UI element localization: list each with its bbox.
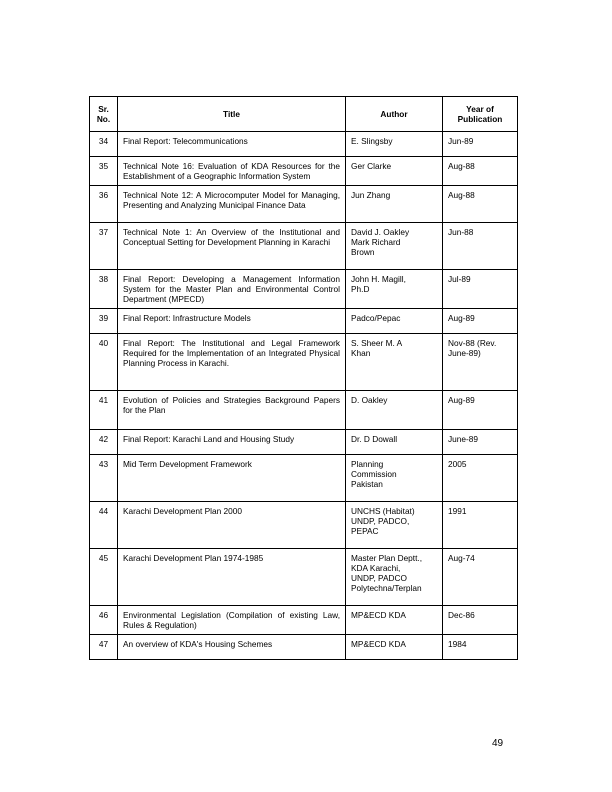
cell-serial-no: 45 — [90, 549, 118, 606]
table-row — [90, 334, 518, 391]
cell-title: Technical Note 1: An Overview of the Institutional and Conceptual Setting for Development Planning in Karachi — [118, 223, 346, 270]
cell-serial-no: 38 — [90, 270, 118, 309]
cell-serial-no: 44 — [90, 502, 118, 549]
table-row — [90, 502, 518, 549]
table-row — [90, 270, 518, 309]
cell-year: Aug-74 — [443, 549, 518, 606]
header-serial-no: Sr. No. — [90, 97, 118, 132]
cell-serial-no: 41 — [90, 391, 118, 430]
cell-year: Nov-88 (Rev. June-89) — [443, 334, 518, 391]
header-author: Author — [346, 97, 443, 132]
cell-title: Technical Note 12: A Microcomputer Model for Managing, Presenting and Analyzing Municipal Finance Data — [118, 186, 346, 223]
table-row — [90, 223, 518, 270]
table-row — [90, 635, 518, 660]
cell-serial-no: 36 — [90, 186, 118, 223]
table-row — [90, 309, 518, 334]
cell-serial-no: 35 — [90, 157, 118, 186]
cell-year: Jun-88 — [443, 223, 518, 270]
cell-title: Mid Term Development Framework — [118, 455, 346, 502]
cell-author: D. Oakley — [346, 391, 443, 430]
header-year-of-publication: Year of Publication — [443, 97, 518, 132]
publications-table — [89, 96, 518, 660]
table-row — [90, 186, 518, 223]
cell-serial-no: 42 — [90, 430, 118, 455]
table-row — [90, 157, 518, 186]
cell-title: Technical Note 16: Evaluation of KDA Resources for the Establishment of a Geographic Information System — [118, 157, 346, 186]
cell-title: Final Report: Infrastructure Models — [118, 309, 346, 334]
cell-author: David J. Oakley Mark Richard Brown — [346, 223, 443, 270]
cell-year: Aug-88 — [443, 157, 518, 186]
cell-title: An overview of KDA's Housing Schemes — [118, 635, 346, 660]
cell-serial-no: 43 — [90, 455, 118, 502]
page-number: 49 — [492, 738, 504, 749]
cell-author: Jun Zhang — [346, 186, 443, 223]
cell-author: MP&ECD KDA — [346, 635, 443, 660]
cell-author: Padco/Pepac — [346, 309, 443, 334]
cell-title: Final Report: Telecommunications — [118, 132, 346, 157]
table-row — [90, 606, 518, 635]
cell-serial-no: 40 — [90, 334, 118, 391]
cell-year: 2005 — [443, 455, 518, 502]
cell-author: Master Plan Deptt., KDA Karachi, UNDP, PADCO Polytechna/Terplan — [346, 549, 443, 606]
table-header-row — [90, 97, 518, 132]
cell-year: Aug-89 — [443, 391, 518, 430]
cell-year: Jun-89 — [443, 132, 518, 157]
cell-year: June-89 — [443, 430, 518, 455]
cell-serial-no: 46 — [90, 606, 118, 635]
cell-title: Evolution of Policies and Strategies Background Papers for the Plan — [118, 391, 346, 430]
cell-serial-no: 37 — [90, 223, 118, 270]
cell-author: John H. Magill, Ph.D — [346, 270, 443, 309]
cell-author: Ger Clarke — [346, 157, 443, 186]
cell-year: 1991 — [443, 502, 518, 549]
cell-author: E. Slingsby — [346, 132, 443, 157]
table-row — [90, 391, 518, 430]
table-row — [90, 132, 518, 157]
cell-year: Aug-88 — [443, 186, 518, 223]
cell-author: MP&ECD KDA — [346, 606, 443, 635]
table-row — [90, 549, 518, 606]
cell-author: Planning Commission Pakistan — [346, 455, 443, 502]
table-row — [90, 430, 518, 455]
cell-serial-no: 34 — [90, 132, 118, 157]
cell-title: Final Report: Developing a Management Information System for the Master Plan and Environmental Control Department (MPECD) — [118, 270, 346, 309]
cell-year: Aug-89 — [443, 309, 518, 334]
cell-author: UNCHS (Habitat) UNDP, PADCO, PEPAC — [346, 502, 443, 549]
cell-title: Final Report: The Institutional and Legal Framework Required for the Implementation of an Integrated Physical Planning Process in Karachi. — [118, 334, 346, 391]
cell-serial-no: 39 — [90, 309, 118, 334]
cell-year: Dec-86 — [443, 606, 518, 635]
cell-year: Jul-89 — [443, 270, 518, 309]
cell-title: Karachi Development Plan 2000 — [118, 502, 346, 549]
cell-title: Final Report: Karachi Land and Housing Study — [118, 430, 346, 455]
cell-year: 1984 — [443, 635, 518, 660]
cell-title: Environmental Legislation (Compilation of existing Law, Rules & Regulation) — [118, 606, 346, 635]
cell-author: Dr. D Dowall — [346, 430, 443, 455]
cell-author: S. Sheer M. A Khan — [346, 334, 443, 391]
cell-title: Karachi Development Plan 1974-1985 — [118, 549, 346, 606]
cell-serial-no: 47 — [90, 635, 118, 660]
table-row — [90, 455, 518, 502]
header-title: Title — [118, 97, 346, 132]
table-body — [90, 132, 518, 660]
